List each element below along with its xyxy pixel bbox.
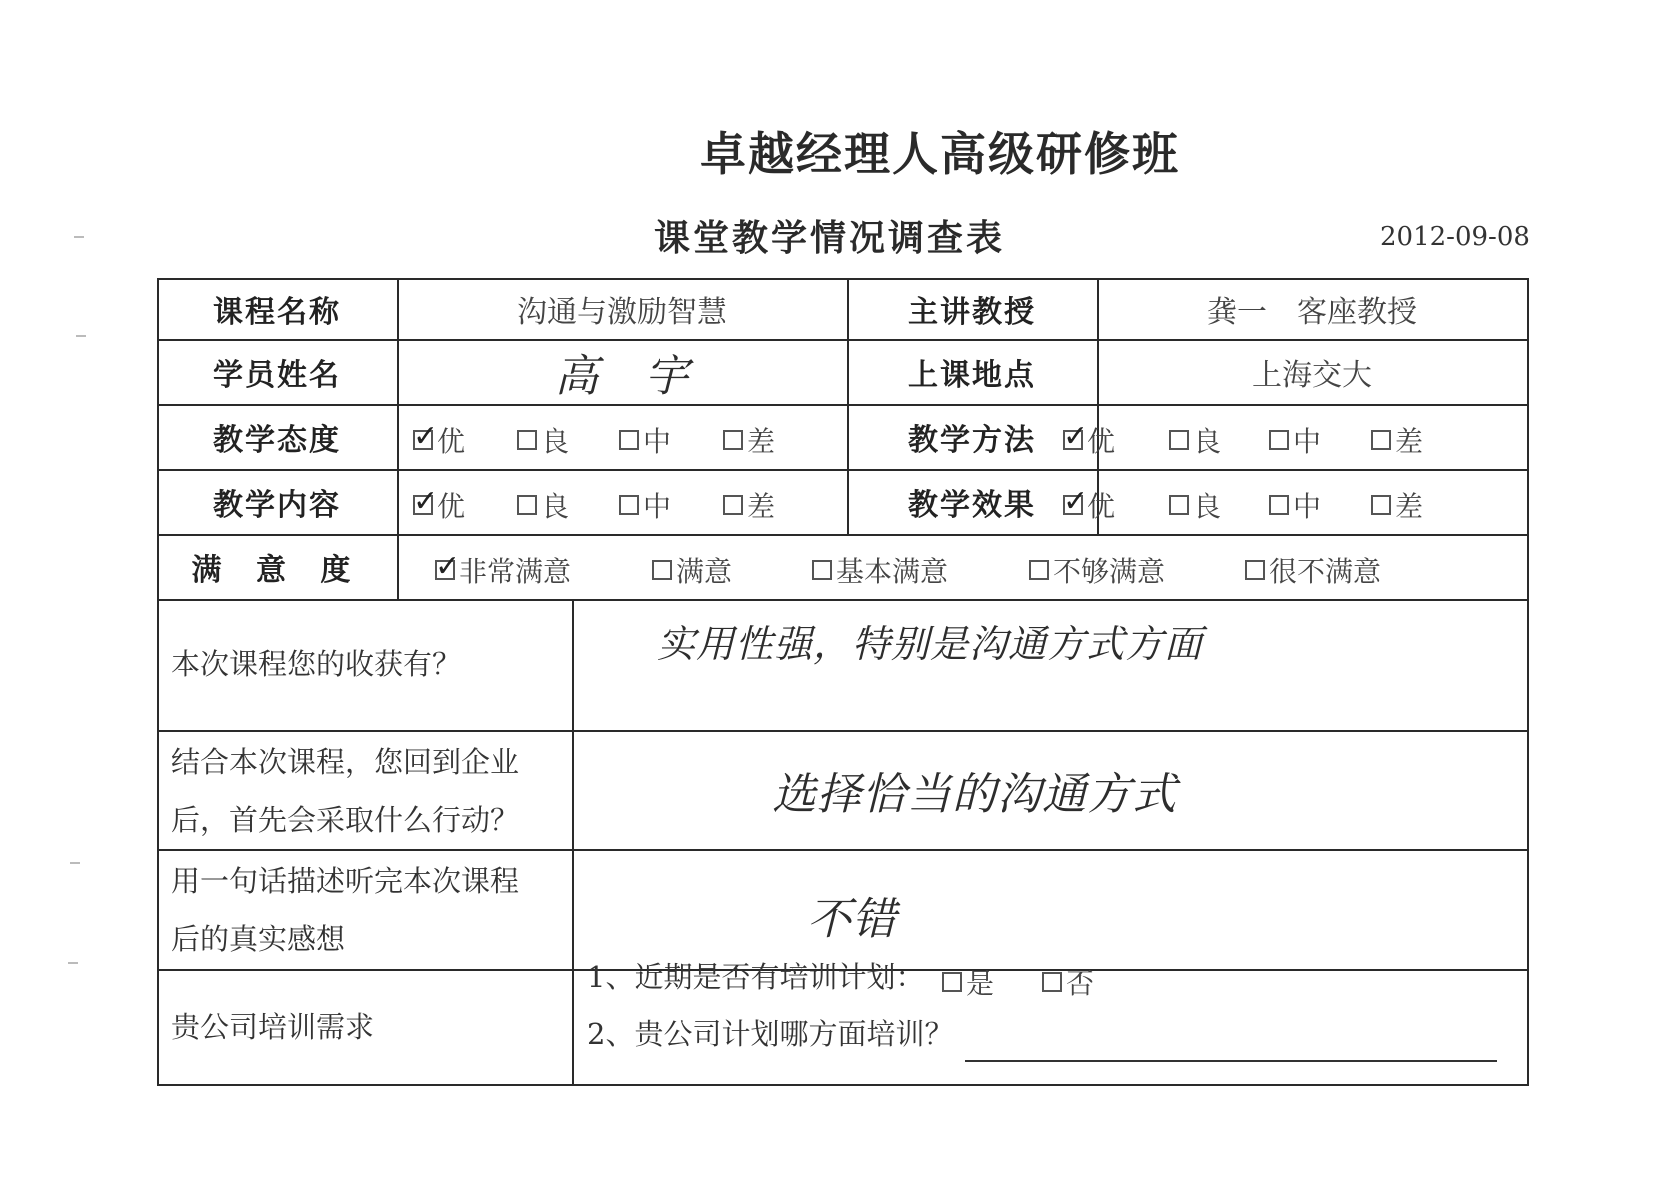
grid-line — [157, 1084, 1529, 1086]
satisfaction-option[interactable] — [435, 550, 571, 590]
satisfaction-label: 满 意 度 — [191, 552, 363, 588]
content-rating-option[interactable] — [517, 485, 569, 525]
student-name-field[interactable] — [397, 339, 847, 404]
attitude-rating-option[interactable] — [413, 420, 465, 460]
checkbox-icon — [1169, 430, 1189, 450]
location-value: 上海交大 — [1252, 357, 1372, 393]
option-label: 中 — [1293, 425, 1322, 458]
method-rating-option[interactable] — [1063, 420, 1115, 460]
checkbox-icon — [517, 495, 537, 515]
feeling-question-line2: 后的真实感想 — [171, 922, 346, 956]
attitude-rating-option[interactable] — [723, 420, 775, 460]
effect-label: 教学效果 — [908, 487, 1036, 523]
option-label: 差 — [1395, 425, 1424, 458]
checkbox-icon — [435, 549, 461, 584]
method-rating-option[interactable] — [1371, 420, 1423, 460]
satisfaction-option[interactable] — [1245, 550, 1381, 590]
location-label: 上课地点 — [908, 357, 1036, 393]
option-label: 良 — [541, 490, 570, 523]
attitude-rating-option[interactable] — [619, 420, 671, 460]
training-needs-label: 贵公司培训需求 — [171, 1010, 375, 1044]
scan-mark — [68, 962, 78, 964]
option-label: 满意 — [676, 555, 733, 588]
method-label: 教学方法 — [908, 422, 1036, 458]
checkbox-icon — [723, 430, 743, 450]
effect-rating-option[interactable] — [1063, 485, 1115, 525]
gain-question: 本次课程您的收获有？ — [171, 647, 462, 681]
effect-rating-option[interactable] — [1169, 485, 1221, 525]
check-mark-icon: ✓ — [413, 484, 439, 519]
course-name-label: 课程名称 — [213, 294, 341, 330]
grid-line — [157, 599, 1529, 601]
checkbox-icon — [812, 560, 832, 580]
option-label: 差 — [747, 490, 776, 523]
option-label: 良 — [1193, 425, 1222, 458]
method-rating-option[interactable] — [1269, 420, 1321, 460]
scan-mark — [70, 862, 80, 864]
check-mark-icon: ✓ — [1063, 419, 1089, 454]
gain-answer-handwriting[interactable]: 实用性强，特别是沟通方式方面 — [657, 622, 1204, 666]
checkbox-icon — [619, 430, 639, 450]
option-label: 优 — [1087, 425, 1116, 458]
content-rating-option[interactable] — [723, 485, 775, 525]
checkbox-icon — [1269, 495, 1289, 515]
option-label: 不够满意 — [1053, 555, 1166, 588]
option-label: 基本满意 — [836, 555, 949, 588]
checkbox-icon — [1042, 972, 1062, 992]
checkbox-icon — [1245, 560, 1265, 580]
training-area-question: 2、贵公司计划哪方面培训？ — [587, 1017, 954, 1051]
checkbox-icon — [517, 430, 537, 450]
grid-line — [157, 730, 1529, 732]
content-rating-option[interactable] — [413, 485, 465, 525]
checkbox-icon — [1269, 430, 1289, 450]
form-subtitle: 课堂教学情况调查表 — [654, 218, 1006, 259]
training-plan-yes-option[interactable] — [942, 962, 994, 1002]
option-label: 差 — [1395, 490, 1424, 523]
attitude-rating-option[interactable] — [517, 420, 569, 460]
option-label: 中 — [643, 425, 672, 458]
option-label: 中 — [1293, 490, 1322, 523]
checkbox-icon — [1029, 560, 1049, 580]
option-label: 否 — [1066, 967, 1095, 1000]
checkbox-icon — [413, 419, 439, 454]
attitude-label: 教学态度 — [213, 422, 341, 458]
lecturer-value: 龚一 客座教授 — [1207, 294, 1417, 330]
option-label: 优 — [1087, 490, 1116, 523]
checkbox-icon — [652, 560, 672, 580]
checkbox-icon — [723, 495, 743, 515]
feeling-question-line1: 用一句话描述听完本次课程 — [171, 864, 520, 898]
student-name-label: 学员姓名 — [213, 357, 341, 393]
training-plan-question: 1、近期是否有培训计划： — [587, 960, 925, 994]
effect-rating-option[interactable] — [1371, 485, 1423, 525]
option-label: 良 — [1193, 490, 1222, 523]
course-name-value: 沟通与激励智慧 — [517, 294, 727, 330]
action-answer-handwriting[interactable]: 选择恰当的沟通方式 — [772, 769, 1177, 820]
checkbox-icon — [1063, 484, 1089, 519]
checkbox-icon — [413, 484, 439, 519]
option-label: 很不满意 — [1269, 555, 1382, 588]
checkbox-icon — [1169, 495, 1189, 515]
option-label: 良 — [541, 425, 570, 458]
option-label: 非常满意 — [459, 555, 572, 588]
action-question-line2: 后，首先会采取什么行动？ — [171, 803, 520, 837]
feeling-answer-handwriting[interactable]: 不错 — [807, 894, 897, 945]
option-label: 中 — [643, 490, 672, 523]
satisfaction-option[interactable] — [1029, 550, 1165, 590]
scan-mark — [76, 335, 86, 337]
lecturer-label: 主讲教授 — [908, 294, 1036, 330]
checkbox-icon — [619, 495, 639, 515]
grid-line — [572, 599, 574, 1086]
checkbox-icon — [1371, 430, 1391, 450]
document-title: 卓越经理人高级研修班 — [700, 127, 1180, 181]
checkbox-icon — [1371, 495, 1391, 515]
option-label: 优 — [437, 490, 466, 523]
action-question-line1: 结合本次课程，您回到企业 — [171, 745, 520, 779]
check-mark-icon: ✓ — [413, 419, 439, 454]
form-date: 2012-09-08 — [1380, 222, 1530, 252]
scan-mark — [74, 236, 84, 238]
method-rating-option[interactable] — [1169, 420, 1221, 460]
check-mark-icon: ✓ — [435, 549, 461, 584]
training-area-answer-line[interactable] — [965, 1060, 1497, 1062]
content-rating-option[interactable] — [619, 485, 671, 525]
training-plan-no-option[interactable] — [1042, 962, 1094, 1002]
option-label: 是 — [966, 967, 995, 1000]
grid-line — [157, 849, 1529, 851]
checkbox-icon — [1063, 419, 1089, 454]
effect-rating-option[interactable] — [1269, 485, 1321, 525]
option-label: 差 — [747, 425, 776, 458]
option-label: 优 — [437, 425, 466, 458]
checkbox-icon — [942, 972, 962, 992]
satisfaction-option[interactable] — [812, 550, 948, 590]
student-name-handwriting: 高 宇 — [554, 350, 690, 402]
survey-table — [157, 278, 1529, 1086]
satisfaction-option[interactable] — [652, 550, 732, 590]
content-label: 教学内容 — [213, 487, 341, 523]
check-mark-icon: ✓ — [1063, 484, 1089, 519]
grid-line — [1527, 278, 1529, 1086]
